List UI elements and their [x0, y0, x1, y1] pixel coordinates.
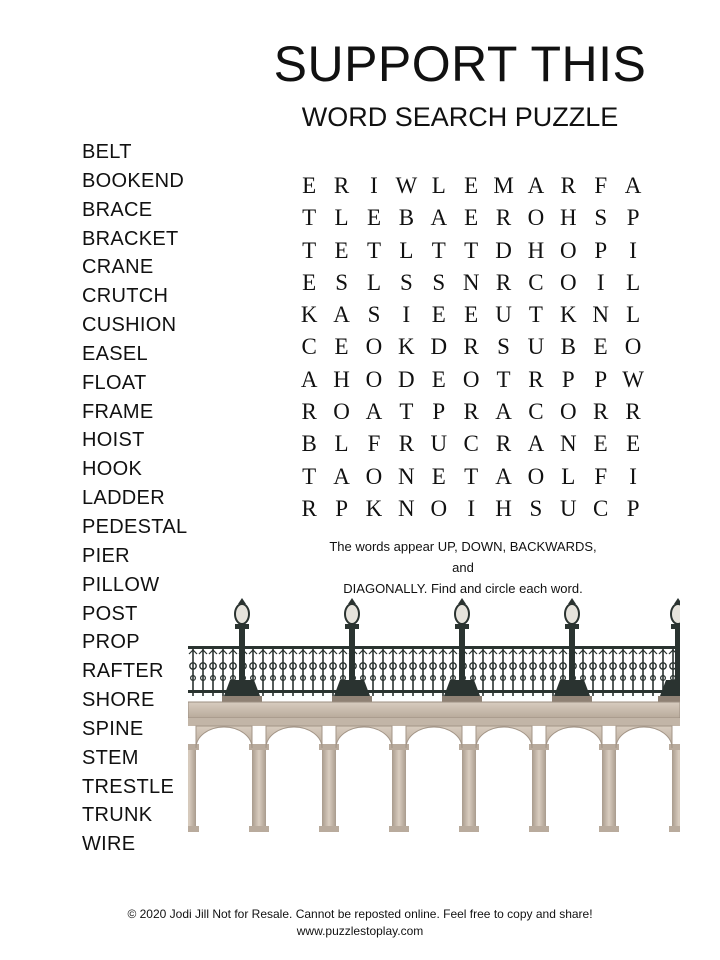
- word-list-item: FLOAT: [82, 371, 147, 394]
- lamp-post: [349, 628, 355, 682]
- railing-top-bar: [188, 646, 680, 649]
- lamp-post: [239, 628, 245, 682]
- grid-cell[interactable]: P: [335, 495, 348, 521]
- grid-cell[interactable]: T: [431, 237, 446, 263]
- lamp-post: [569, 628, 575, 682]
- grid-cell[interactable]: I: [467, 495, 475, 521]
- grid-cell[interactable]: T: [399, 399, 414, 425]
- grid-cell[interactable]: H: [527, 237, 545, 263]
- grid-cell[interactable]: W: [395, 173, 418, 198]
- grid-cell[interactable]: A: [430, 205, 448, 231]
- grid-cell[interactable]: R: [301, 399, 317, 425]
- railing-bottom-bar: [188, 690, 680, 693]
- lamp-globe: [565, 604, 579, 624]
- lamp-globe: [455, 604, 469, 624]
- grid-cell[interactable]: A: [527, 431, 545, 457]
- word-list-item: EASEL: [82, 342, 148, 365]
- word-list-item: LADDER: [82, 487, 165, 510]
- grid-cell[interactable]: K: [365, 495, 383, 521]
- word-list-item: PILLOW: [82, 573, 160, 596]
- grid-cell[interactable]: A: [300, 366, 318, 392]
- word-list-item: TRUNK: [82, 804, 153, 827]
- grid-cell[interactable]: E: [302, 173, 317, 198]
- stone-pillar: [462, 748, 476, 828]
- grid-cell[interactable]: T: [528, 302, 543, 328]
- word-list: [82, 138, 187, 859]
- letter-grid: [293, 170, 649, 525]
- lamp-globe: [671, 604, 680, 624]
- grid-cell[interactable]: A: [527, 173, 545, 198]
- grid-cell[interactable]: U: [527, 334, 545, 360]
- word-list-item: CRANE: [82, 256, 154, 279]
- grid-cell[interactable]: C: [528, 269, 544, 295]
- grid-cell[interactable]: I: [370, 173, 378, 198]
- grid-row: [293, 396, 649, 428]
- grid-row: [293, 461, 649, 493]
- grid-cell[interactable]: E: [431, 366, 446, 392]
- grid-cell[interactable]: O: [365, 334, 383, 360]
- grid-cell[interactable]: I: [402, 302, 411, 328]
- word-list-item: PIER: [82, 544, 130, 567]
- grid-cell[interactable]: T: [464, 237, 479, 263]
- grid-cell[interactable]: R: [495, 431, 512, 457]
- lamp-finial: [568, 598, 576, 604]
- word-list-item: HOOK: [82, 458, 143, 481]
- grid-cell[interactable]: I: [629, 463, 637, 489]
- grid-cell[interactable]: L: [626, 302, 641, 328]
- grid-cell[interactable]: B: [398, 205, 415, 231]
- grid-cell[interactable]: O: [560, 269, 577, 295]
- stone-pillar: [392, 748, 406, 828]
- instructions-line-2: DIAGONALLY. Find and circle each word.: [343, 581, 583, 596]
- stone-arch: [336, 726, 392, 748]
- grid-cell[interactable]: E: [593, 334, 608, 360]
- grid-cell[interactable]: P: [594, 366, 608, 392]
- lamp-post-base: [224, 680, 260, 696]
- word-list-item: BRACKET: [82, 227, 179, 250]
- grid-cell[interactable]: T: [302, 463, 317, 489]
- grid-cell[interactable]: R: [463, 334, 479, 360]
- grid-cell[interactable]: R: [398, 431, 415, 457]
- grid-cell[interactable]: C: [528, 399, 544, 425]
- grid-cell[interactable]: P: [594, 237, 608, 263]
- grid-cell[interactable]: E: [431, 463, 446, 489]
- grid-cell[interactable]: C: [593, 495, 609, 521]
- grid-cell[interactable]: F: [594, 173, 608, 198]
- grid-cell[interactable]: F: [367, 431, 381, 457]
- word-list-item: BOOKEND: [82, 169, 185, 192]
- grid-cell[interactable]: A: [624, 173, 642, 198]
- grid-cell[interactable]: S: [594, 205, 608, 231]
- lamp-globe: [235, 604, 249, 624]
- grid-cell[interactable]: D: [430, 334, 448, 360]
- word-list-item: BRACE: [82, 198, 153, 221]
- stone-arch: [476, 726, 532, 748]
- grid-cell[interactable]: U: [495, 302, 512, 328]
- grid-cell[interactable]: N: [398, 463, 415, 489]
- grid-cell[interactable]: S: [399, 269, 413, 295]
- grid-cell[interactable]: R: [528, 366, 544, 392]
- grid-cell[interactable]: F: [594, 463, 608, 489]
- pillar-base: [249, 826, 269, 832]
- grid-cell[interactable]: P: [626, 205, 640, 231]
- page-title: SUPPORT THIS: [273, 36, 647, 92]
- stone-deck: [188, 702, 680, 718]
- pillar-base: [599, 826, 619, 832]
- grid-cell[interactable]: O: [333, 399, 350, 425]
- grid-cell[interactable]: N: [398, 495, 415, 521]
- grid-cell[interactable]: O: [560, 399, 577, 425]
- grid-cell[interactable]: R: [301, 495, 317, 521]
- grid-cell[interactable]: S: [497, 334, 510, 360]
- word-list-item: FRAME: [82, 400, 154, 423]
- pillar-base: [319, 826, 339, 832]
- grid-cell[interactable]: I: [596, 269, 605, 295]
- pillar-capital: [188, 744, 199, 750]
- grid-cell[interactable]: U: [560, 495, 577, 521]
- grid-cell[interactable]: A: [495, 463, 512, 489]
- grid-cell[interactable]: O: [527, 463, 545, 489]
- stone-pillar: [252, 748, 266, 828]
- instructions: [318, 536, 608, 599]
- grid-cell[interactable]: U: [430, 431, 448, 457]
- grid-cell[interactable]: S: [432, 269, 446, 295]
- grid-cell[interactable]: O: [365, 463, 383, 489]
- grid-row: [293, 267, 649, 299]
- lamp-finial: [348, 598, 356, 604]
- grid-cell[interactable]: H: [560, 205, 577, 231]
- grid-row: [293, 170, 649, 202]
- grid-cell[interactable]: E: [593, 431, 608, 457]
- word-list-item: CRUTCH: [82, 285, 169, 308]
- stone-arch: [196, 726, 252, 748]
- grid-cell[interactable]: M: [493, 173, 514, 198]
- grid-row: [293, 493, 649, 525]
- grid-cell[interactable]: L: [334, 205, 349, 231]
- grid-cell[interactable]: A: [365, 399, 383, 425]
- grid-cell[interactable]: S: [367, 302, 381, 328]
- grid-cell[interactable]: C: [463, 431, 479, 457]
- stone-pillar: [672, 748, 680, 828]
- grid-cell[interactable]: R: [463, 399, 479, 425]
- grid-cell[interactable]: N: [592, 302, 610, 328]
- pillar-base: [459, 826, 479, 832]
- word-list-item: RAFTER: [82, 660, 164, 683]
- pillar-base: [669, 826, 680, 832]
- grid-cell[interactable]: L: [399, 237, 414, 263]
- grid-cell[interactable]: S: [529, 495, 543, 521]
- grid-cell[interactable]: E: [334, 334, 349, 360]
- grid-cell[interactable]: H: [495, 495, 512, 521]
- grid-cell[interactable]: A: [333, 302, 350, 328]
- grid-cell[interactable]: S: [335, 269, 348, 295]
- word-list-item: SHORE: [82, 689, 155, 712]
- grid-cell[interactable]: R: [333, 173, 350, 198]
- stone-arch: [406, 726, 462, 748]
- instructions-line-1: The words appear UP, DOWN, BACKWARDS, and: [329, 539, 597, 575]
- pillar-base: [529, 826, 549, 832]
- word-list-item: PEDESTAL: [82, 515, 188, 538]
- stone-cornice: [188, 718, 680, 726]
- grid-cell[interactable]: A: [333, 463, 350, 489]
- grid-cell[interactable]: O: [624, 334, 642, 360]
- grid-cell[interactable]: L: [366, 269, 381, 295]
- lamp-finial: [238, 598, 246, 604]
- grid-cell[interactable]: T: [496, 366, 511, 392]
- grid-cell[interactable]: D: [398, 366, 415, 392]
- word-list-item: BELT: [82, 141, 132, 163]
- pillar-base: [188, 826, 199, 832]
- stone-arch: [546, 726, 602, 748]
- grid-cell[interactable]: P: [561, 366, 575, 392]
- grid-cell[interactable]: T: [464, 463, 479, 489]
- grid-row: [293, 299, 649, 331]
- grid-cell[interactable]: E: [464, 302, 479, 328]
- lamp-post-base: [554, 680, 590, 696]
- grid-cell[interactable]: R: [593, 399, 609, 425]
- grid-cell[interactable]: B: [301, 431, 317, 457]
- grid-cell[interactable]: N: [462, 269, 480, 295]
- grid-cell[interactable]: B: [560, 334, 576, 360]
- grid-row: [293, 331, 649, 363]
- grid-cell[interactable]: E: [464, 205, 479, 231]
- lamp-post: [675, 628, 680, 682]
- stone-pillar: [602, 748, 616, 828]
- grid-cell[interactable]: R: [495, 269, 512, 295]
- grid-row: [293, 364, 649, 396]
- grid-cell[interactable]: K: [300, 302, 318, 328]
- lamp-globe: [345, 604, 359, 624]
- grid-cell[interactable]: O: [430, 495, 448, 521]
- grid-cell[interactable]: C: [301, 334, 317, 360]
- lamp-finial: [674, 598, 680, 604]
- word-list-item: POST: [82, 602, 138, 625]
- word-list-item: TRESTLE: [82, 775, 175, 798]
- grid-cell[interactable]: K: [398, 334, 415, 360]
- grid-cell[interactable]: H: [333, 366, 350, 392]
- grid-cell[interactable]: E: [334, 237, 349, 263]
- grid-cell[interactable]: O: [462, 366, 480, 392]
- grid-row: [293, 235, 649, 267]
- grid-cell[interactable]: I: [629, 237, 637, 263]
- grid-cell[interactable]: R: [560, 173, 576, 198]
- stone-pillar: [532, 748, 546, 828]
- lamp-finial: [458, 598, 466, 604]
- grid-cell[interactable]: E: [431, 302, 446, 328]
- stone-arch: [266, 726, 322, 748]
- word-list-item: CUSHION: [82, 314, 177, 337]
- grid-cell[interactable]: P: [432, 399, 446, 425]
- grid-cell[interactable]: L: [626, 269, 641, 295]
- pillar-capital: [669, 744, 680, 750]
- grid-cell[interactable]: R: [625, 399, 641, 425]
- word-list-item: PROP: [82, 631, 140, 654]
- grid-cell[interactable]: L: [561, 463, 576, 489]
- grid-cell[interactable]: A: [495, 399, 512, 425]
- grid-cell[interactable]: T: [366, 237, 381, 263]
- copyright-text: © 2020 Jodi Jill Not for Resale. Cannot be reposted online. Feel free to copy and share!: [127, 907, 593, 921]
- page-subtitle: WORD SEARCH PUZZLE: [301, 102, 619, 132]
- grid-cell[interactable]: O: [527, 205, 545, 231]
- word-list-item: WIRE: [82, 833, 136, 856]
- lamp-post-base: [444, 680, 480, 696]
- lamp-post: [459, 628, 465, 682]
- grid-cell[interactable]: R: [495, 205, 512, 231]
- grid-cell[interactable]: O: [365, 366, 383, 392]
- stone-arch: [616, 726, 672, 748]
- grid-cell[interactable]: E: [302, 269, 317, 295]
- grid-cell[interactable]: N: [560, 431, 577, 457]
- grid-cell[interactable]: E: [464, 173, 479, 198]
- grid-cell[interactable]: O: [560, 237, 577, 263]
- grid-cell[interactable]: L: [431, 173, 446, 198]
- grid-row: [293, 202, 649, 234]
- grid-row: [293, 428, 649, 460]
- grid-cell[interactable]: W: [622, 366, 644, 392]
- word-list-item: SPINE: [82, 717, 144, 740]
- grid-cell[interactable]: L: [334, 431, 349, 457]
- website-link[interactable]: www.puzzlestoplay.com: [296, 924, 424, 938]
- grid-cell[interactable]: T: [302, 237, 317, 263]
- bridge-railing-illustration: [188, 598, 680, 836]
- stone-pillar: [322, 748, 336, 828]
- word-list-item: HOIST: [82, 429, 145, 452]
- grid-cell[interactable]: E: [366, 205, 381, 231]
- grid-cell[interactable]: E: [626, 431, 641, 457]
- grid-cell[interactable]: K: [560, 302, 577, 328]
- lamp-post-base: [334, 680, 370, 696]
- footer: [0, 906, 720, 940]
- stone-pillar: [188, 748, 196, 828]
- pillar-base: [389, 826, 409, 832]
- grid-cell[interactable]: P: [626, 495, 640, 521]
- word-list-item: STEM: [82, 746, 139, 769]
- grid-cell[interactable]: T: [302, 205, 317, 231]
- grid-cell[interactable]: D: [495, 237, 512, 263]
- iron-railing: [188, 648, 680, 696]
